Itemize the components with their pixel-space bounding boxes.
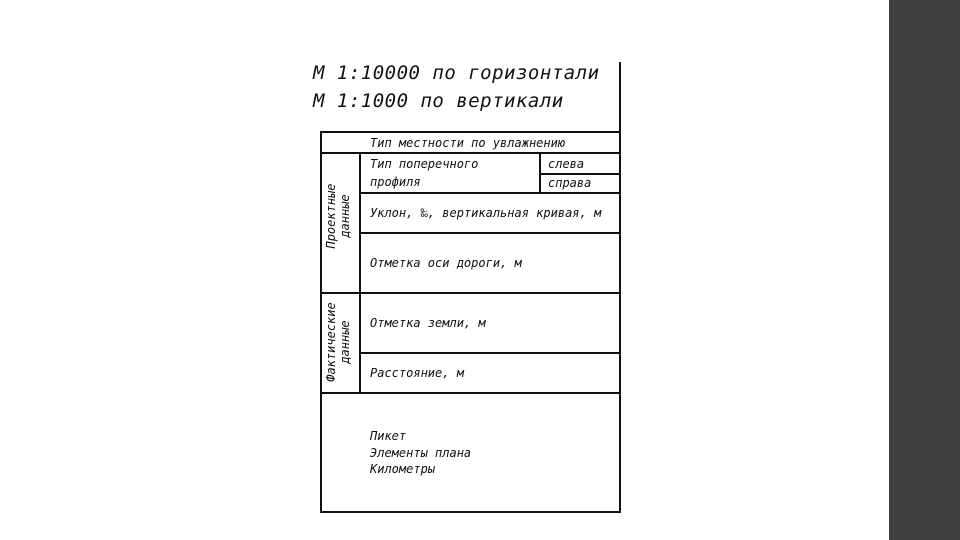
terrain-type-label: Тип местности по увлажнению — [370, 136, 566, 150]
distance-label: Расстояние, м — [370, 366, 464, 380]
column-divider — [539, 152, 541, 193]
design-data-group-label — [324, 156, 356, 276]
vertical-scale-label: М 1:1000 по вертикали — [313, 90, 564, 112]
horizontal-scale-label: М 1:10000 по горизонтали — [313, 62, 600, 84]
right-label: справа — [548, 176, 592, 190]
kilometers-label: Километры — [370, 462, 436, 476]
design-data-line1: Проектные — [324, 183, 338, 249]
row-divider — [320, 152, 621, 154]
row-divider — [360, 232, 621, 234]
slope-label: Уклон, ‰, вертикальная кривая, м — [370, 206, 602, 220]
frame-edge-line — [619, 62, 621, 132]
row-divider — [320, 392, 621, 394]
picket-label: Пикет — [370, 429, 407, 443]
design-data-line2: данные — [338, 194, 352, 238]
column-divider — [359, 152, 361, 393]
row-divider — [540, 173, 621, 175]
actual-data-line2: данные — [338, 320, 352, 364]
axis-elevation-label: Отметка оси дороги, м — [370, 256, 522, 270]
actual-data-line1: Фактические — [324, 302, 338, 382]
left-label: слева — [548, 157, 585, 171]
ground-elevation-label: Отметка земли, м — [370, 316, 486, 330]
slide-side-bar — [889, 0, 960, 540]
row-divider — [360, 352, 621, 354]
row-divider — [360, 192, 621, 194]
row-divider — [320, 292, 621, 294]
actual-data-group-label — [324, 282, 356, 402]
cross-section-label-line1: Тип поперечного — [370, 157, 479, 171]
plan-elements-label: Элементы плана — [370, 446, 472, 460]
cross-section-label-line2: профиля — [370, 175, 421, 189]
